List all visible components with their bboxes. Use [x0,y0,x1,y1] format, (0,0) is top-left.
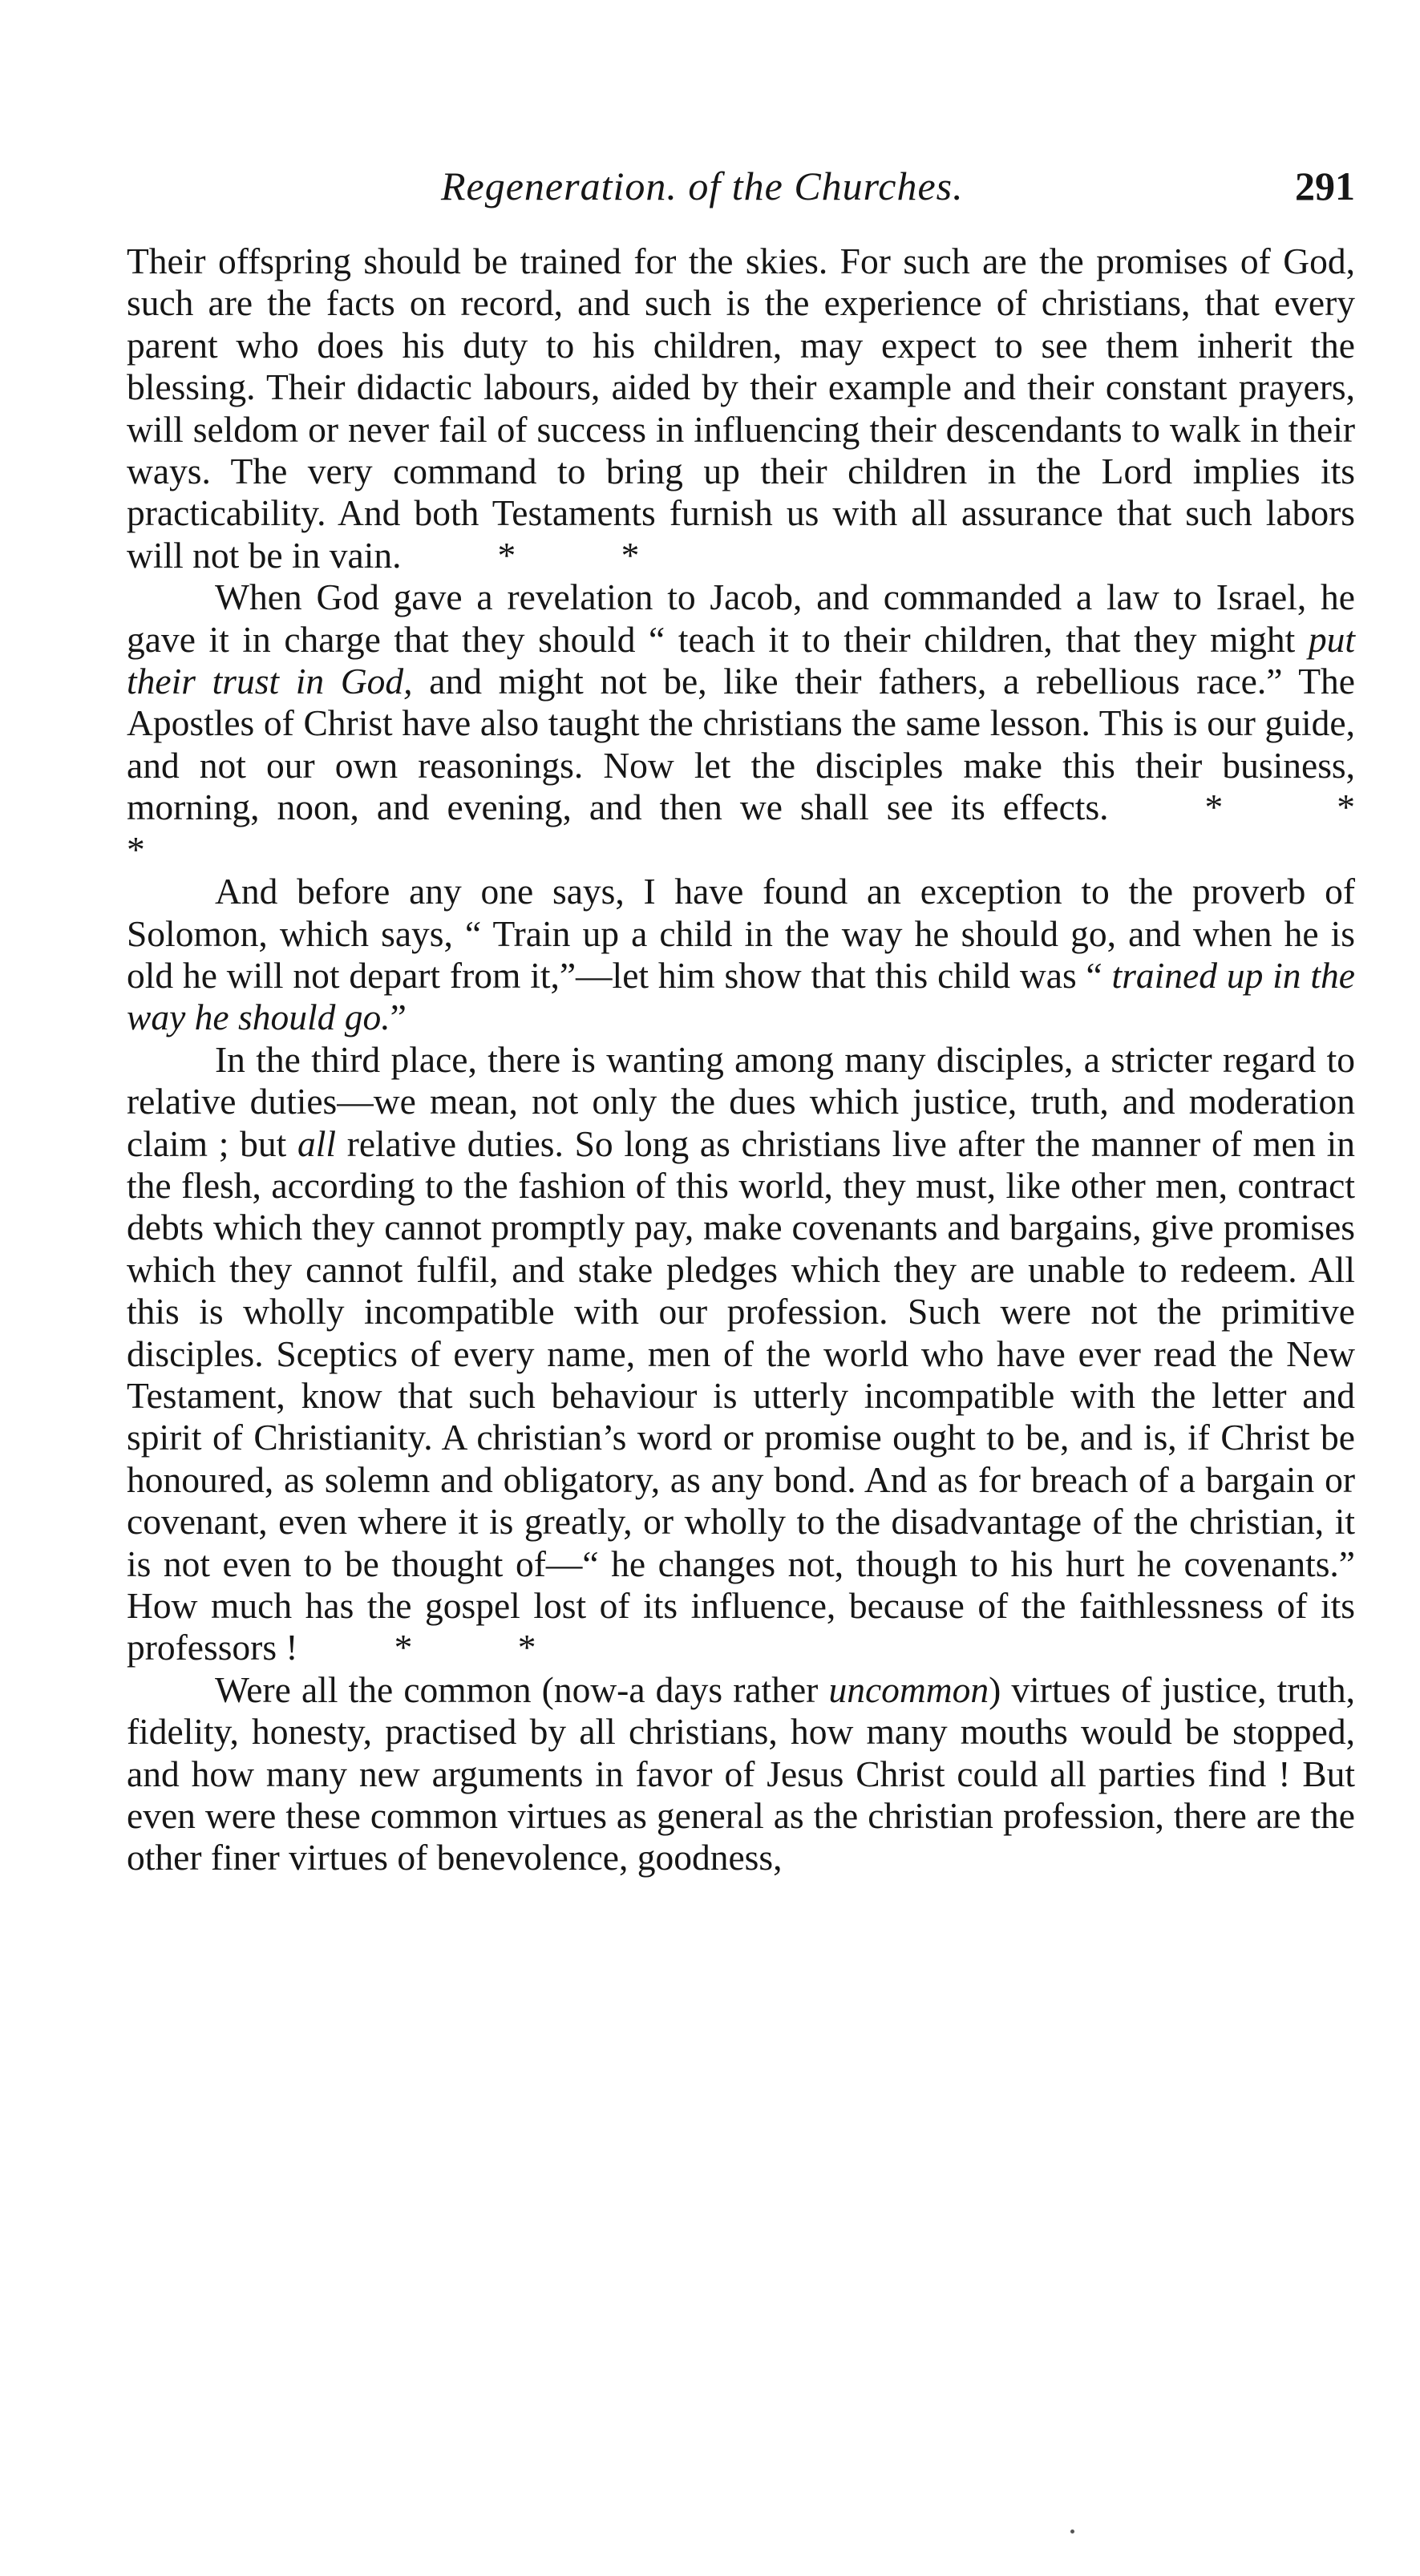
paragraph-2-text-a: When God gave a revelation to Jacob, and commanded a law to Israel, he gave it in charge that they should “ teach it to their children, that they might [127,576,1355,660]
body-text [127,241,1355,1879]
page-number: 291 [1295,164,1355,208]
section-asterisks: * * * [127,787,1356,870]
running-title: Regeneration. of the Churches. [441,164,964,208]
paragraph-3 [127,871,1355,1039]
paragraph-3-text-b: ” [390,997,407,1038]
paragraph-3-italic: trained up in the way he should go. [127,954,1355,1038]
section-asterisks: * * [394,1627,536,1668]
paragraph-4 [127,1039,1355,1669]
paragraph-5-text-b: ) virtues of justice, truth, fidelity, honesty, practised by all christians, how many mouths would be stopped, and how many new arguments in favor of Jesus Christ could all parties find ! But even were these common virtues as general as the christian profession, there are the other finer virtues of benevolence, goodness, [127,1668,1355,1878]
paragraph-5-italic: uncommon [828,1668,989,1710]
paragraph-2-italic: put their trust in God, [127,618,1355,702]
paragraph-4-italic: all [297,1122,336,1164]
paragraph-1-text: Their offspring should be trained for the skies. For such are the promises of God, such are the facts on record, and such is the experience of christians, that every parent who does his duty to his children, may expect to see them inherit the blessing. Their didactic labours, aided by their example and their constant prayers, will seldom or never fail of success in influencing their descendants to walk in their ways. The very command to bring up their children in the Lord implies its practicability. And both Testaments furnish us with all assurance that such labors will not be in vain. [127,241,1355,576]
paragraph-4-text-a: In the third place, there is wanting among many disciples, a stricter regard to relative duties—we mean, not only the dues which justice, truth, and moderation claim ; but [127,1038,1355,1164]
paragraph-4-text-b: relative duties. So long as christians live after the manner of men in the flesh, according to the fashion of this world, they must, like other men, contract debts which they cannot promptly pay, make covenants and bargains, give promises which they cannot fulfil, and stake pledges which they are unable to redeem. All this is wholly incompatible with our profession. Such were not the primitive disciples. Sceptics of every name, men of the world who have ever read the New Testament, know that such behaviour is utterly incompatible with the letter and spirit of Christianity. A christian’s word or promise ought to be, and is, if Christ be honoured, as solemn and obligatory, as any bond. And as for breach of a bargain or covenant, even where it is greatly, or wholly to the disadvantage of the christian, it is not even to be thought of—“ he changes not, though to his hurt he covenants.” How much has the gospel lost of its influence, because of the faithlessness of its professors ! [127,1122,1355,1668]
page-header [128,160,1355,224]
paragraph-5-text-a: Were all the common (now-a days rather [215,1668,829,1710]
paper-speck [1070,2529,1074,2534]
paragraph-2-text-b: and might not be, like their fathers, a rebellious race.” The Apostles of Christ have also taught the christians the same lesson. This is our guide, and not our own reasonings. Now let the disciples make this their business, morning, noon, and evening, and then we shall see its effects. [127,661,1355,828]
paragraph-2 [127,576,1355,871]
paragraph-5 [127,1669,1355,1879]
paragraph-1 [127,241,1355,576]
section-asterisks: * * [497,534,640,576]
paragraph-3-text-a: And before any one says, I have found an exception to the proverb of Solomon, which says, “ Train up a child in the way he should go, and when he is old he will not depart from it,”—let him show that this child was “ [127,871,1355,996]
